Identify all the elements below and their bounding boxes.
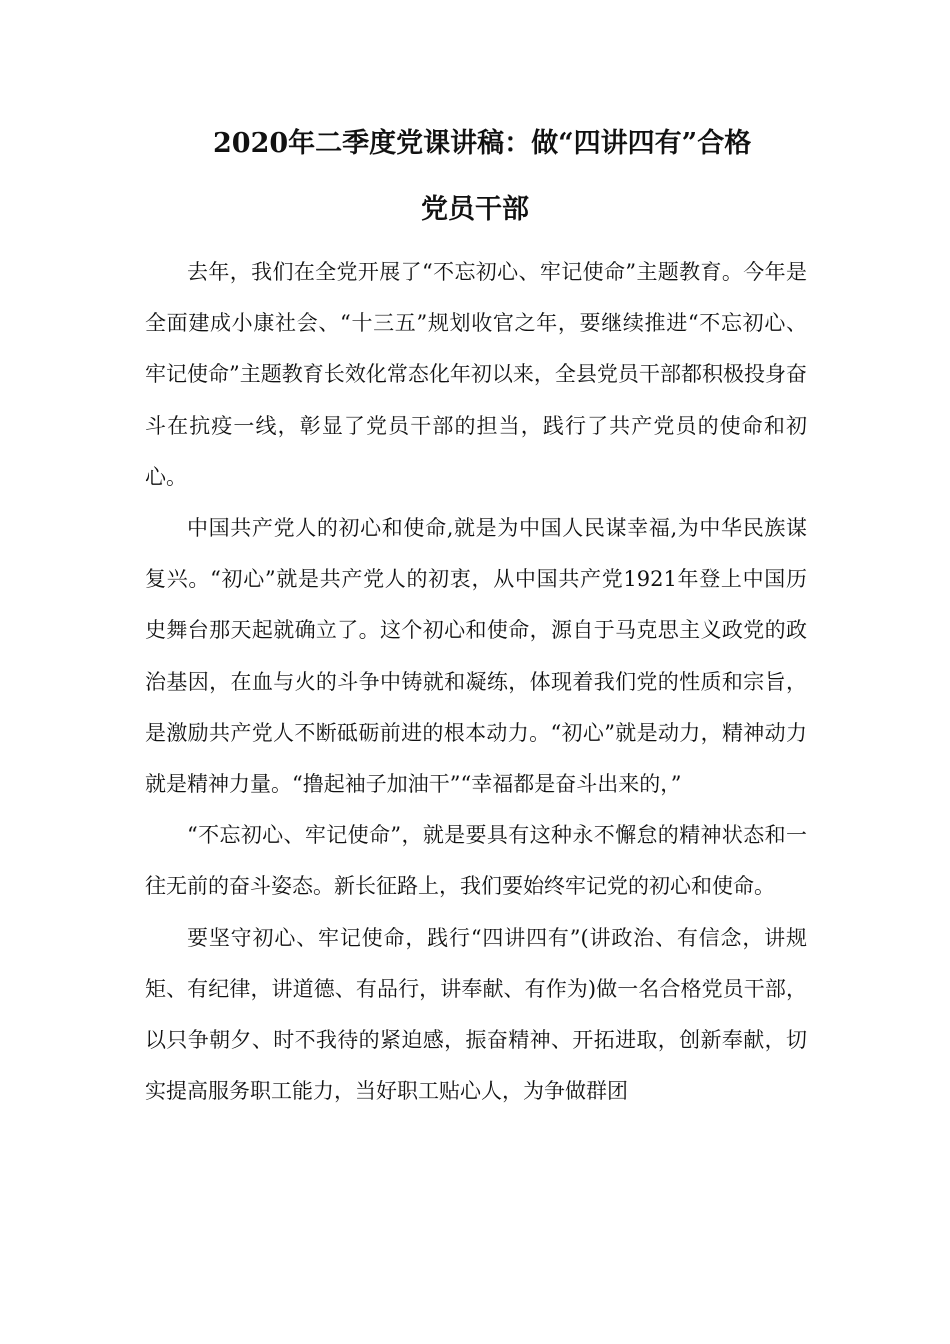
- document-body: [145, 247, 807, 1117]
- paragraph-1: 去年，我们在全党开展了“不忘初心、牢记使命”主题教育。今年是全面建成小康社会、“十三五”规划收官之年，要继续推进“不忘初心、牢记使命”主题教育长效化常态化年初以来，全县党员干部都积极投身奋斗在抗疫一线，彰显了党员干部的担当，践行了共产党员的使命和初心。: [145, 260, 807, 489]
- document-title-line-1: 2020年二季度党课讲稿：做“四讲四有”合格: [213, 128, 752, 159]
- paragraph-4: 要坚守初心、牢记使命，践行“四讲四有”(讲政治、有信念，讲规矩、有纪律，讲道德、有品行，讲奉献、有作为)做一名合格党员干部，以只争朝夕、时不我待的紧迫感，振奋精神、开拓进取，创新奉献，切实提高服务职工能力，当好职工贴心人，为争做群团: [145, 925, 807, 1104]
- document-title-line-2: 党员干部: [421, 194, 529, 225]
- paragraph-2: 中国共产党人的初心和使命,就是为中国人民谋幸福,为中华民族谋复兴。“初心”就是共产党人的初衷，从中国共产党1921年登上中国历史舞台那天起就确立了。这个初心和使命，源自于马克思主义政党的政治基因，在血与火的斗争中铸就和凝练，体现着我们党的性质和宗旨，是激励共产党人不断砥砺前进的根本动力。“初心”就是动力，精神动力就是精神力量。“撸起袖子加油干”“幸福都是奋斗出来的，”: [145, 516, 807, 797]
- paragraph-3: “不忘初心、牢记使命”，就是要具有这种永不懈怠的精神状态和一往无前的奋斗姿态。新长征路上，我们要始终牢记党的初心和使命。: [145, 823, 807, 899]
